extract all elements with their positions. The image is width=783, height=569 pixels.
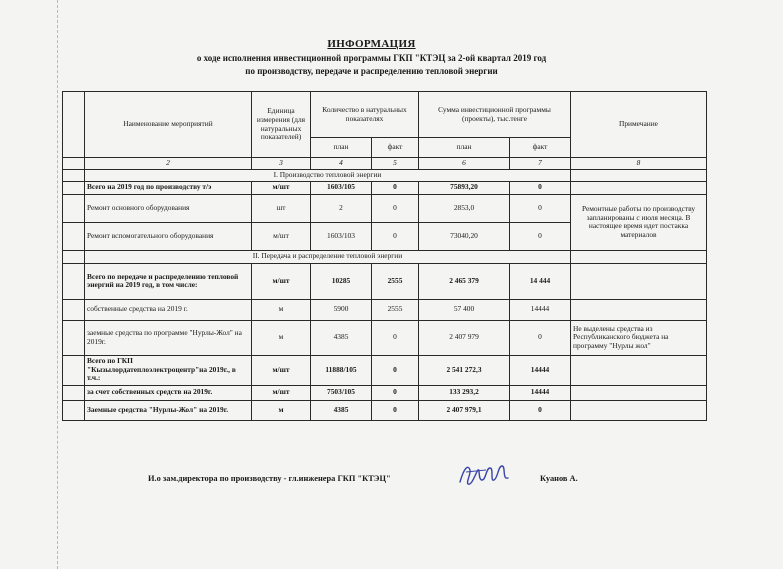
row-amount-fact: 0 (510, 194, 571, 222)
header-name: Наименование мероприятий (85, 92, 252, 158)
document-title: ИНФОРМАЦИЯ (327, 38, 416, 50)
row-amount-plan: 2 541 272,3 (419, 355, 510, 385)
row-unit: м/шт (252, 222, 311, 250)
row-amount-fact: 14444 (510, 385, 571, 400)
header-quantity: Количество в натуральных показателях (311, 92, 419, 138)
header-quantity-fact: факт (372, 138, 419, 158)
row-amount-plan: 75893,20 (419, 181, 510, 194)
row-name: за счет собственных средств на 2019г. (85, 385, 252, 400)
row-name: Всего по передаче и распределению тепловой энергий на 2019 год, в том числе: (85, 263, 252, 299)
row-name: Заемные средства "Нурлы-Жол" на 2019г. (85, 400, 252, 420)
col-number: 2 (85, 158, 252, 170)
section-title: I. Производство тепловой энергии (85, 169, 571, 181)
table-row (63, 385, 707, 400)
row-note (571, 263, 707, 299)
row-amount-fact: 14 444 (510, 263, 571, 299)
table-row (63, 299, 707, 320)
section-title: II. Передача и распределение тепловой энергии (85, 250, 571, 263)
row-qty-plan: 10285 (311, 263, 372, 299)
col-number: 7 (510, 158, 571, 170)
row-unit: м (252, 299, 311, 320)
table-row (63, 263, 707, 299)
signatory-name: Куанов А. (540, 474, 578, 483)
row-qty-plan: 2 (311, 194, 372, 222)
header-note: Примечание (571, 92, 707, 158)
row-qty-plan: 1603/105 (311, 181, 372, 194)
row-name: Ремонт основного оборудования (85, 194, 252, 222)
section-row (63, 169, 707, 181)
row-qty-plan: 7503/105 (311, 385, 372, 400)
table-row (63, 400, 707, 420)
handwritten-signature-icon (456, 460, 514, 490)
row-qty-fact: 0 (372, 320, 419, 355)
row-amount-fact: 0 (510, 320, 571, 355)
row-qty-plan: 4385 (311, 400, 372, 420)
row-name: собственные средства на 2019 г. (85, 299, 252, 320)
col-number: 8 (571, 158, 707, 170)
column-number-row (63, 158, 707, 170)
row-unit: м/шт (252, 263, 311, 299)
header-index (63, 92, 85, 158)
row-amount-plan: 2853,0 (419, 194, 510, 222)
row-amount-plan: 2 465 379 (419, 263, 510, 299)
margin-fold-line (57, 0, 58, 569)
signatory-position: И.о зам.директора по производству - гл.инженера ГКП "КТЭЦ" (148, 474, 391, 483)
row-note (571, 181, 707, 194)
row-qty-plan: 11888/105 (311, 355, 372, 385)
row-note (571, 355, 707, 385)
row-amount-plan: 133 293,2 (419, 385, 510, 400)
row-unit: м/шт (252, 385, 311, 400)
row-amount-fact: 0 (510, 222, 571, 250)
row-note: Ремонтные работы по производству запланированы с июля месяца. В настоящее время идет постакка материалов (571, 194, 707, 250)
row-qty-fact: 0 (372, 385, 419, 400)
row-qty-fact: 2555 (372, 299, 419, 320)
row-qty-fact: 0 (372, 400, 419, 420)
row-amount-plan: 73040,20 (419, 222, 510, 250)
row-unit: м (252, 400, 311, 420)
row-note: Не выделены средства из Республиканского бюджета на программу "Нурлы жол" (571, 320, 707, 355)
row-name: Ремонт вспомогательного оборудования (85, 222, 252, 250)
header-unit: Единица измерения (для натуральных показателей) (252, 92, 311, 158)
col-number: 6 (419, 158, 510, 170)
row-amount-fact: 0 (510, 181, 571, 194)
row-qty-plan: 1603/103 (311, 222, 372, 250)
row-qty-plan: 4385 (311, 320, 372, 355)
row-unit: м (252, 320, 311, 355)
row-note (571, 299, 707, 320)
row-qty-fact: 0 (372, 355, 419, 385)
table-row (63, 355, 707, 385)
row-qty-fact: 0 (372, 222, 419, 250)
row-qty-fact: 2555 (372, 263, 419, 299)
row-unit: м/шт (252, 181, 311, 194)
header-amount-plan: план (419, 138, 510, 158)
document-subtitle-2: по производству, передаче и распределению тепловой энергии (245, 66, 498, 76)
header-amount: Сумма инвестиционной программы (проекты), тыс.тенге (419, 92, 571, 138)
col-number: 5 (372, 158, 419, 170)
row-unit: шт (252, 194, 311, 222)
row-amount-fact: 0 (510, 400, 571, 420)
table-row (63, 320, 707, 355)
header-row-1 (63, 92, 707, 138)
row-qty-fact: 0 (372, 181, 419, 194)
row-note (571, 400, 707, 420)
document-subtitle-1: о ходе исполнения инвестиционной программы ГКП "КТЭЦ за 2-ой квартал 2019 год (196, 53, 547, 63)
investment-table (62, 91, 707, 421)
table-row (63, 194, 707, 222)
row-qty-fact: 0 (372, 194, 419, 222)
col-number: 4 (311, 158, 372, 170)
header-quantity-plan: план (311, 138, 372, 158)
row-unit: м/шт (252, 355, 311, 385)
header-amount-fact: факт (510, 138, 571, 158)
row-name: заемные средства по программе "Нурлы-Жол" на 2019г. (85, 320, 252, 355)
row-amount-plan: 57 400 (419, 299, 510, 320)
row-amount-plan: 2 407 979 (419, 320, 510, 355)
row-amount-fact: 14444 (510, 355, 571, 385)
row-note (571, 385, 707, 400)
row-name: Всего по ГКП "Кызылордатеплоэлектроцентр"на 2019г., в т.ч.: (85, 355, 252, 385)
table-row (63, 181, 707, 194)
row-qty-plan: 5900 (311, 299, 372, 320)
row-amount-plan: 2 407 979,1 (419, 400, 510, 420)
row-amount-fact: 14444 (510, 299, 571, 320)
col-number: 3 (252, 158, 311, 170)
row-name: Всего на 2019 год по производству т/э (85, 181, 252, 194)
section-row (63, 250, 707, 263)
